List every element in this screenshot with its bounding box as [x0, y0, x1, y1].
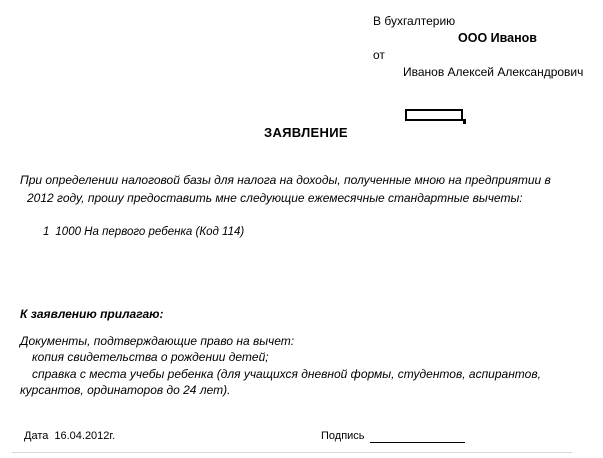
signature-label: Подпись [321, 430, 365, 442]
page-bottom-divider [12, 452, 572, 453]
request-text-line-2: 2012 году, прошу предоставить мне следующие ежемесячные стандартные вычеты: [27, 191, 523, 205]
date-label: Дата [24, 430, 49, 442]
addressee-organization: ООО Иванов [458, 31, 537, 45]
attachments-line-2: копия свидетельства о рождении детей; [32, 350, 269, 364]
request-text-line-1: При определении налоговой базы для налога на доходы, полученные мною на предприятии в [20, 173, 551, 187]
signature-line [370, 442, 465, 443]
deduction-number: 1 [43, 226, 50, 238]
attachments-line-3: справка с места учебы ребенка (для учащихся дневной формы, студентов, аспирантов, [32, 367, 541, 381]
attachments-heading: К заявлению прилагаю: [20, 307, 164, 321]
field-box-mark [463, 119, 466, 124]
attachments-line-1: Документы, подтверждающие право на вычет: [20, 334, 295, 348]
date-value: 16.04.2012г. [54, 430, 116, 442]
from-label: от [373, 48, 385, 62]
applicant-name: Иванов Алексей Александрович [403, 65, 584, 79]
date-field [24, 430, 115, 442]
deduction-item [43, 226, 244, 238]
empty-field-box [405, 109, 463, 121]
deduction-text: 1000 На первого ребенка (Код 114) [55, 226, 245, 238]
addressee-department: В бухгалтерию [373, 14, 456, 28]
document-title: ЗАЯВЛЕНИЕ [264, 125, 348, 140]
attachments-line-4: курсантов, ординаторов до 24 лет). [20, 383, 231, 397]
